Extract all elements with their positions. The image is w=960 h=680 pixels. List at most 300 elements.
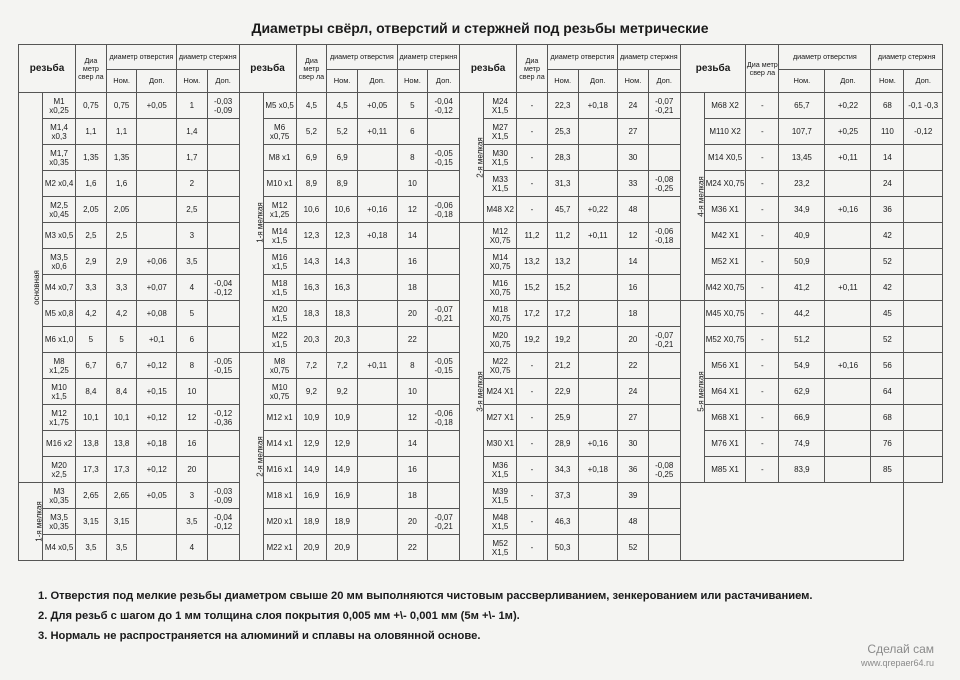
- hole-nom-cell: 28,3: [547, 145, 578, 171]
- rod-tol-cell: -0,04 -0,12: [428, 93, 460, 119]
- hole-nom-cell: 17,2: [547, 301, 578, 327]
- hole-nom-cell: 3,3: [106, 275, 137, 301]
- thread-cell: M8 x1,25: [43, 353, 76, 379]
- rod-tol-cell: -0,12 -0,36: [207, 405, 239, 431]
- rod-nom-cell: 10: [397, 171, 428, 197]
- hole-tol-cell: +0,05: [358, 93, 398, 119]
- rod-nom-header: Ном.: [618, 70, 649, 93]
- drill-cell: 7,2: [296, 353, 327, 379]
- rod-tol-cell: -0,04 -0,12: [207, 509, 239, 535]
- thread-header: резьба: [460, 45, 517, 93]
- rod-tol-cell: [904, 327, 943, 353]
- hole-tol-cell: +0,25: [825, 119, 871, 145]
- rod-tol-cell: -0,04 -0,12: [207, 275, 239, 301]
- hole-nom-cell: 13,2: [547, 249, 578, 275]
- thread-cell: M10 x1: [263, 171, 296, 197]
- rod-nom-cell: 18: [618, 301, 649, 327]
- thread-cell: M18 X0,75: [484, 301, 517, 327]
- rod-tol-cell: [428, 483, 460, 509]
- rod-nom-cell: 1: [176, 93, 207, 119]
- hole-tol-cell: [578, 483, 618, 509]
- hole-nom-cell: 20,3: [327, 327, 358, 353]
- rod-tol-cell: -0,07 -0,21: [648, 93, 680, 119]
- hole-tol-cell: +0,11: [825, 145, 871, 171]
- group-label-text: 1-я мелкая: [34, 501, 44, 542]
- hole-tol-cell: [358, 379, 398, 405]
- hole-tol-cell: [358, 457, 398, 483]
- thread-cell: M18 x1,5: [263, 275, 296, 301]
- hole-nom-cell: 5: [106, 327, 137, 353]
- hole-tol-cell: +0,18: [578, 93, 618, 119]
- watermark-title: Сделай сам: [867, 642, 934, 656]
- hole-nom-cell: 2,9: [106, 249, 137, 275]
- hole-tol-cell: +0,18: [578, 457, 618, 483]
- thread-cell: M20 X0,75: [484, 327, 517, 353]
- rod-tol-cell: [648, 145, 680, 171]
- rod-nom-cell: 52: [618, 535, 649, 561]
- thread-cell: M42 X1: [704, 223, 746, 249]
- rod-nom-cell: 14: [618, 249, 649, 275]
- group-label-text: 4-я мелкая: [696, 176, 706, 217]
- rod-nom-cell: 30: [618, 431, 649, 457]
- rod-tol-cell: [648, 275, 680, 301]
- rod-nom-cell: 16: [397, 457, 428, 483]
- thread-cell: M45 X0,75: [704, 301, 746, 327]
- rod-nom-cell: 22: [397, 535, 428, 561]
- hole-nom-cell: 44,2: [779, 301, 825, 327]
- group-label: [460, 223, 484, 561]
- group-label-text: 1-я мелкая: [255, 202, 265, 243]
- drill-cell: 15,2: [517, 275, 548, 301]
- drill-cell: -: [746, 197, 779, 223]
- drill-cell: 1,35: [76, 145, 107, 171]
- thread-cell: M1,7 x0,35: [43, 145, 76, 171]
- drill-cell: 20,3: [296, 327, 327, 353]
- rod-nom-cell: 3,5: [176, 249, 207, 275]
- drill-cell: 16,9: [296, 483, 327, 509]
- hole-nom-cell: 1,6: [106, 171, 137, 197]
- rod-tol-cell: [648, 353, 680, 379]
- thread-header: резьба: [680, 45, 746, 93]
- rod-nom-cell: 33: [618, 171, 649, 197]
- thread-cell: M56 X1: [704, 353, 746, 379]
- hole-tol-header: Доп.: [358, 70, 398, 93]
- hole-tol-cell: +0,12: [137, 405, 177, 431]
- hole-nom-header: Ном.: [547, 70, 578, 93]
- rod-nom-header: Ном.: [397, 70, 428, 93]
- hole-nom-cell: 83,9: [779, 457, 825, 483]
- rod-tol-cell: [207, 145, 239, 171]
- hole-nom-cell: 51,2: [779, 327, 825, 353]
- hole-tol-cell: +0,11: [358, 353, 398, 379]
- thread-cell: M27 X1: [484, 405, 517, 431]
- hole-tol-cell: [358, 535, 398, 561]
- hole-nom-cell: 20,9: [327, 535, 358, 561]
- hole-nom-cell: 21,2: [547, 353, 578, 379]
- thread-cell: M3,5 x0,6: [43, 249, 76, 275]
- rod-tol-header: Доп.: [648, 70, 680, 93]
- rod-tol-cell: [648, 301, 680, 327]
- hole-nom-cell: 1,35: [106, 145, 137, 171]
- hole-nom-cell: 65,7: [779, 93, 825, 119]
- rod-tol-cell: -0,08 -0,25: [648, 171, 680, 197]
- thread-cell: M68 X2: [704, 93, 746, 119]
- hole-tol-cell: +0,11: [358, 119, 398, 145]
- drill-cell: 10,1: [76, 405, 107, 431]
- rod-nom-cell: 5: [397, 93, 428, 119]
- thread-cell: M30 X1,5: [484, 145, 517, 171]
- hole-tol-header: Доп.: [137, 70, 177, 93]
- drill-cell: -: [517, 197, 548, 223]
- thread-cell: M24 X0,75: [704, 171, 746, 197]
- watermark-url: www.qrepaer64.ru: [860, 658, 934, 668]
- rod-nom-cell: 20: [176, 457, 207, 483]
- rod-header: диаметр стержня: [871, 45, 943, 70]
- rod-nom-cell: 14: [871, 145, 904, 171]
- hole-nom-cell: 18,3: [327, 301, 358, 327]
- drill-cell: 2,65: [76, 483, 107, 509]
- group-label-text: 2-я мелкая: [475, 137, 485, 178]
- hole-nom-cell: 28,9: [547, 431, 578, 457]
- hole-nom-cell: 0,75: [106, 93, 137, 119]
- thread-cell: M5 x0,5: [263, 93, 296, 119]
- drill-cell: 17,2: [517, 301, 548, 327]
- rod-nom-cell: 18: [397, 275, 428, 301]
- thread-cell: M12 X0,75: [484, 223, 517, 249]
- rod-nom-header: Ном.: [871, 70, 904, 93]
- drill-cell: 1,6: [76, 171, 107, 197]
- rod-nom-cell: 5: [176, 301, 207, 327]
- rod-tol-cell: [207, 535, 239, 561]
- rod-nom-cell: 16: [397, 249, 428, 275]
- hole-nom-cell: 23,2: [779, 171, 825, 197]
- drill-cell: 10,9: [296, 405, 327, 431]
- thread-cell: M4 x0,5: [43, 535, 76, 561]
- thread-cell: M20 x2,5: [43, 457, 76, 483]
- drill-cell: 3,3: [76, 275, 107, 301]
- drill-cell: -: [746, 379, 779, 405]
- rod-tol-cell: [428, 379, 460, 405]
- thread-cell: M6 x1,0: [43, 327, 76, 353]
- rod-tol-cell: [904, 145, 943, 171]
- rod-tol-cell: [428, 327, 460, 353]
- drill-cell: -: [746, 145, 779, 171]
- thread-cell: M33 X1,5: [484, 171, 517, 197]
- rod-nom-cell: 4: [176, 535, 207, 561]
- hole-nom-cell: 14,3: [327, 249, 358, 275]
- hole-nom-cell: 9,2: [327, 379, 358, 405]
- hole-nom-cell: 4,5: [327, 93, 358, 119]
- rod-nom-cell: 6: [176, 327, 207, 353]
- rod-tol-cell: -0,1 -0,3: [904, 93, 943, 119]
- thread-cell: M20 x1,5: [263, 301, 296, 327]
- drill-cell: 8,4: [76, 379, 107, 405]
- hole-tol-cell: [358, 275, 398, 301]
- hole-tol-cell: [358, 431, 398, 457]
- rod-tol-cell: -0,07 -0,21: [648, 327, 680, 353]
- group-label-text: 3-я мелкая: [475, 371, 485, 412]
- drill-cell: 12,3: [296, 223, 327, 249]
- rod-tol-cell: [648, 405, 680, 431]
- rod-nom-cell: 8: [176, 353, 207, 379]
- rod-nom-cell: 52: [871, 327, 904, 353]
- page-title: Диаметры свёрл, отверстий и стержней под резьбы метрические: [251, 20, 709, 36]
- hole-tol-cell: [825, 301, 871, 327]
- rod-nom-header: Ном.: [176, 70, 207, 93]
- hole-nom-cell: 11,2: [547, 223, 578, 249]
- rod-tol-cell: [207, 457, 239, 483]
- thread-header: резьба: [19, 45, 76, 93]
- hole-tol-cell: +0,06: [137, 249, 177, 275]
- drill-cell: 10,6: [296, 197, 327, 223]
- hole-tol-cell: [825, 223, 871, 249]
- hole-header: диаметр отверстия: [547, 45, 617, 70]
- hole-tol-cell: [825, 457, 871, 483]
- rod-tol-cell: [648, 535, 680, 561]
- group-label: [680, 301, 704, 483]
- rod-nom-cell: 12: [176, 405, 207, 431]
- group-label-text: 5-я мелкая: [696, 371, 706, 412]
- drill-cell: 20,9: [296, 535, 327, 561]
- hole-nom-cell: 66,9: [779, 405, 825, 431]
- rod-header: диаметр стержня: [176, 45, 239, 70]
- hole-tol-cell: [825, 431, 871, 457]
- hole-tol-cell: [578, 275, 618, 301]
- hole-tol-cell: +0,18: [137, 431, 177, 457]
- drill-cell: 4,5: [296, 93, 327, 119]
- hole-tol-cell: [137, 119, 177, 145]
- thread-cell: M14 X0,75: [484, 249, 517, 275]
- rod-tol-cell: [207, 327, 239, 353]
- rod-nom-cell: 30: [618, 145, 649, 171]
- hole-tol-cell: [358, 509, 398, 535]
- hole-tol-cell: [578, 301, 618, 327]
- hole-tol-cell: [578, 535, 618, 561]
- drill-cell: 9,2: [296, 379, 327, 405]
- hole-tol-cell: [825, 327, 871, 353]
- drill-cell: 3,15: [76, 509, 107, 535]
- rod-nom-cell: 2: [176, 171, 207, 197]
- rod-tol-cell: -0,06 -0,18: [428, 197, 460, 223]
- rod-nom-cell: 76: [871, 431, 904, 457]
- drill-cell: -: [746, 405, 779, 431]
- drill-cell: 6,9: [296, 145, 327, 171]
- drill-cell: 13,8: [76, 431, 107, 457]
- drill-cell: -: [517, 457, 548, 483]
- rod-nom-cell: 48: [618, 197, 649, 223]
- thread-cell: M22 x1: [263, 535, 296, 561]
- drill-cell: 5,2: [296, 119, 327, 145]
- drill-cell: -: [517, 119, 548, 145]
- rod-tol-cell: [207, 249, 239, 275]
- drill-header: Диа метр свер ла: [296, 45, 327, 93]
- rod-tol-cell: [207, 379, 239, 405]
- thread-cell: M27 X1,5: [484, 119, 517, 145]
- thread-cell: M2 x0,4: [43, 171, 76, 197]
- hole-nom-cell: 45,7: [547, 197, 578, 223]
- group-label-text: 2-я мелкая: [255, 436, 265, 477]
- drill-cell: -: [517, 171, 548, 197]
- thread-cell: M4 x0,7: [43, 275, 76, 301]
- note-1: 1. Отверстия под мелкие резьбы диаметром свыше 20 мм выполняются чистовым рассверливанием, зенкерованием или растачиванием.: [38, 590, 813, 602]
- hole-tol-cell: +0,08: [137, 301, 177, 327]
- note-3: 3. Нормаль не распространяется на алюминий и сплавы на оловянной основе.: [38, 630, 481, 642]
- hole-nom-cell: 34,9: [779, 197, 825, 223]
- rod-tol-cell: -0,03 -0,09: [207, 483, 239, 509]
- rod-tol-cell: [207, 431, 239, 457]
- rod-tol-cell: -0,12: [904, 119, 943, 145]
- hole-tol-cell: [825, 379, 871, 405]
- rod-tol-cell: [428, 249, 460, 275]
- rod-nom-cell: 10: [397, 379, 428, 405]
- group-label: [460, 93, 484, 223]
- hole-tol-cell: [358, 145, 398, 171]
- hole-nom-cell: 12,3: [327, 223, 358, 249]
- drill-cell: 2,9: [76, 249, 107, 275]
- rod-tol-cell: [648, 431, 680, 457]
- rod-tol-cell: [904, 249, 943, 275]
- rod-tol-cell: [648, 119, 680, 145]
- thread-cell: M36 X1,5: [484, 457, 517, 483]
- hole-nom-cell: 10,1: [106, 405, 137, 431]
- thread-cell: M22 X0,75: [484, 353, 517, 379]
- rod-tol-header: Доп.: [207, 70, 239, 93]
- hole-nom-cell: 16,3: [327, 275, 358, 301]
- hole-tol-cell: [358, 405, 398, 431]
- hole-tol-cell: [137, 171, 177, 197]
- hole-tol-cell: +0,16: [825, 197, 871, 223]
- rod-nom-cell: 10: [176, 379, 207, 405]
- rod-nom-cell: 12: [397, 405, 428, 431]
- thread-cell: M10 x0,75: [263, 379, 296, 405]
- hole-tol-cell: [578, 509, 618, 535]
- rod-tol-cell: [207, 301, 239, 327]
- hole-nom-cell: 8,4: [106, 379, 137, 405]
- rod-tol-cell: [428, 431, 460, 457]
- rod-tol-cell: [904, 171, 943, 197]
- hole-tol-cell: [137, 145, 177, 171]
- rod-tol-cell: [648, 197, 680, 223]
- hole-tol-cell: [825, 171, 871, 197]
- thread-cell: M16 x1,5: [263, 249, 296, 275]
- thread-cell: M76 X1: [704, 431, 746, 457]
- drill-cell: 13,2: [517, 249, 548, 275]
- hole-tol-cell: [825, 249, 871, 275]
- hole-tol-header: Доп.: [578, 70, 618, 93]
- rod-tol-cell: [428, 535, 460, 561]
- hole-nom-cell: 16,9: [327, 483, 358, 509]
- hole-tol-cell: +0,22: [578, 197, 618, 223]
- rod-nom-cell: 18: [397, 483, 428, 509]
- drill-cell: 11,2: [517, 223, 548, 249]
- drill-cell: -: [517, 535, 548, 561]
- hole-nom-cell: 8,9: [327, 171, 358, 197]
- rod-nom-cell: 24: [618, 93, 649, 119]
- hole-nom-cell: 2,5: [106, 223, 137, 249]
- hole-tol-cell: +0,11: [825, 275, 871, 301]
- hole-nom-cell: 46,3: [547, 509, 578, 535]
- drill-cell: 2,05: [76, 197, 107, 223]
- hole-tol-cell: +0,05: [137, 483, 177, 509]
- hole-nom-cell: 12,9: [327, 431, 358, 457]
- hole-nom-cell: 2,65: [106, 483, 137, 509]
- note-2: 2. Для резьб с шагом до 1 мм толщина слоя покрытия 0,005 мм +\- 0,001 мм (5м +\- 1м).: [38, 610, 520, 622]
- thread-cell: M16 X0,75: [484, 275, 517, 301]
- thread-cell: M16 x2: [43, 431, 76, 457]
- hole-nom-cell: 25,3: [547, 119, 578, 145]
- rod-nom-cell: 3: [176, 483, 207, 509]
- rod-nom-cell: 6: [397, 119, 428, 145]
- drill-header: Диа метр свер ла: [517, 45, 548, 93]
- thread-cell: M3 x0,5: [43, 223, 76, 249]
- rod-tol-cell: [207, 223, 239, 249]
- thread-cell: M48 X2: [484, 197, 517, 223]
- hole-nom-cell: 6,9: [327, 145, 358, 171]
- rod-tol-cell: -0,07 -0,21: [428, 301, 460, 327]
- thread-cell: M14 x1,5: [263, 223, 296, 249]
- rod-tol-cell: -0,06 -0,18: [648, 223, 680, 249]
- hole-nom-cell: 25,9: [547, 405, 578, 431]
- thread-cell: M110 X2: [704, 119, 746, 145]
- group-label: [239, 93, 263, 353]
- group-label: [239, 353, 263, 561]
- rod-nom-cell: 20: [397, 509, 428, 535]
- thread-cell: M10 x1,5: [43, 379, 76, 405]
- hole-nom-cell: 7,2: [327, 353, 358, 379]
- thread-cell: M8 x0,75: [263, 353, 296, 379]
- rod-nom-cell: 42: [871, 275, 904, 301]
- drill-cell: -: [746, 327, 779, 353]
- rod-nom-cell: 4: [176, 275, 207, 301]
- hole-nom-cell: 3,5: [106, 535, 137, 561]
- hole-tol-cell: [137, 509, 177, 535]
- rod-tol-cell: -0,03 -0,09: [207, 93, 239, 119]
- hole-tol-cell: +0,15: [137, 379, 177, 405]
- rod-nom-cell: 64: [871, 379, 904, 405]
- hole-tol-cell: [358, 483, 398, 509]
- drill-cell: -: [746, 353, 779, 379]
- drill-cell: -: [746, 457, 779, 483]
- hole-nom-cell: 18,9: [327, 509, 358, 535]
- thread-cell: M5 x0,8: [43, 301, 76, 327]
- thread-cell: M20 x1: [263, 509, 296, 535]
- hole-tol-cell: [358, 249, 398, 275]
- rod-tol-cell: [428, 119, 460, 145]
- rod-tol-cell: [207, 119, 239, 145]
- rod-nom-cell: 3: [176, 223, 207, 249]
- drill-cell: -: [746, 171, 779, 197]
- hole-tol-cell: +0,12: [137, 457, 177, 483]
- rod-nom-cell: 3,5: [176, 509, 207, 535]
- hole-tol-cell: +0,16: [358, 197, 398, 223]
- hole-tol-cell: [358, 301, 398, 327]
- thread-cell: M52 X0,75: [704, 327, 746, 353]
- thread-cell: M39 X1,5: [484, 483, 517, 509]
- rod-header: диаметр стержня: [397, 45, 460, 70]
- drill-cell: -: [517, 509, 548, 535]
- thread-table: [18, 44, 943, 561]
- drill-cell: -: [517, 405, 548, 431]
- hole-tol-cell: +0,16: [578, 431, 618, 457]
- rod-nom-cell: 20: [397, 301, 428, 327]
- rod-nom-cell: 22: [618, 353, 649, 379]
- drill-cell: 14,9: [296, 457, 327, 483]
- rod-nom-cell: 22: [397, 327, 428, 353]
- hole-tol-cell: [578, 171, 618, 197]
- rod-tol-header: Доп.: [428, 70, 460, 93]
- hole-tol-cell: +0,16: [825, 353, 871, 379]
- rod-tol-cell: -0,05 -0,15: [207, 353, 239, 379]
